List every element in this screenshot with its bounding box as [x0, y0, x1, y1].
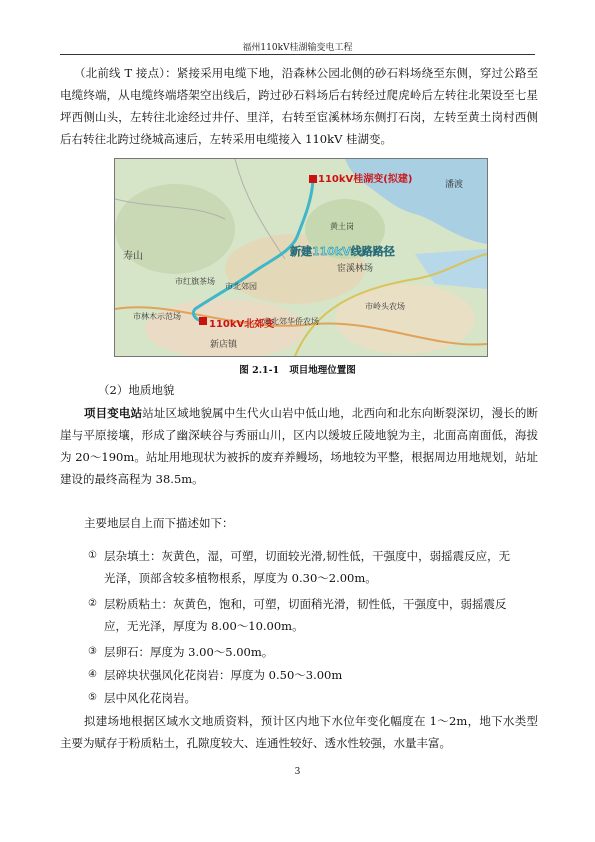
list-text-continued: 应，无光泽，厚度为 8.00～10.00m。: [104, 619, 304, 633]
list-number: ④: [88, 669, 97, 680]
location-map: [114, 158, 488, 357]
page-number: 3: [294, 767, 301, 777]
geomorphology-text: 站址区域地貌属中生代火山岩中低山地，北西向和北东向断裂深切，漫长的断崖与平原接壤，形成了幽深峡谷与秀丽山川，区内以缓坡丘陵地貌为主，北面高南面低，海拔为 20～190m。站址用地现状为被拆的废弃养鳗场，场地较为平整，根据周边用地规划，站址建设的最终高程为 38.5m。: [60, 406, 539, 486]
route-description-paragraph: （北前线 T 接点）：紧接采用电缆下地，沿森林公园北侧的砂石料场绕至东侧，穿过公路至电缆终端，从电缆终端塔架空出线后，跨过砂石料场后右转经过爬虎岭后左转往北架设至七星坪西侧山头，左转往北途经过井仔、里洋，右转至宦溪林场东侧打石岗，左转至黄土岗村西侧后右转往北跨过绕城高速后，左转采用电缆接入 110kV 桂湖变。: [60, 66, 538, 146]
place-label: 新店镇: [210, 340, 238, 350]
list-item: [60, 593, 538, 637]
strata-intro: 主要地层自上而下描述如下：: [84, 516, 234, 530]
list-number: ①: [88, 550, 97, 561]
hydrogeology-paragraph: 拟建场地根据区域水文地质资料，预计区内地下水位年变化幅度在 1～2m，地下水类型主要为赋存于粉质粘土，孔隙度较大、连通性较好、透水性较强，水量丰富。: [60, 714, 538, 750]
beijiao-substation-marker: [199, 317, 207, 325]
list-item: [60, 687, 538, 709]
section-heading: （2）地质地貌: [98, 383, 175, 397]
list-text-continued: 光泽，顶部含较多植物根系，厚度为 0.30～2.00m。: [104, 571, 377, 585]
figure-title: 项目地理位置图: [289, 365, 356, 376]
place-label: 黄土岗: [330, 222, 354, 231]
page-header: 福州110kV桂湖输变电工程: [242, 43, 353, 53]
list-text: 层碎块状强风化花岗岩：厚度为 0.50～3.00m: [104, 668, 343, 682]
place-label: 宦溪林场: [337, 264, 374, 274]
beijiao-substation-label: 110kV北郊变: [209, 319, 275, 330]
place-label: 市北郊园: [225, 282, 257, 291]
map-graphic: [115, 159, 487, 356]
header-divider: [60, 54, 535, 55]
figure-number: 图 2.1-1: [239, 365, 280, 376]
place-label: 市岭头农场: [365, 302, 405, 311]
list-number: ③: [88, 646, 97, 657]
bold-term: 项目变电站: [84, 406, 143, 420]
list-item: [60, 641, 538, 663]
guihu-substation-marker: [309, 175, 317, 183]
list-text: 层中风化花岗岩。: [104, 691, 196, 705]
list-number: ②: [88, 598, 97, 609]
list-text: 层卵石：厚度为 3.00～5.00m。: [104, 645, 274, 659]
place-label: 潘渡: [445, 180, 464, 190]
list-number: ⑤: [88, 692, 97, 703]
list-item: [60, 545, 538, 589]
place-label: 寿山: [123, 251, 143, 262]
place-label: 市北郊华侨农场: [263, 317, 319, 326]
route-label: 新建110kV线路路径: [290, 245, 395, 258]
guihu-substation-label: 110kV桂湖变(拟建): [318, 174, 413, 185]
place-label: 市林木示范场: [133, 312, 181, 321]
list-text: 层杂填土：灰黄色，湿，可塑，切面较光滑,韧性低，干强度中，弱摇震反应，无: [104, 549, 511, 563]
list-text: 层粉质粘土：灰黄色，饱和，可塑，切面稍光滑，韧性低，干强度中，弱摇震反: [104, 597, 507, 611]
figure-caption: [60, 362, 535, 376]
geomorphology-paragraph: [60, 402, 538, 490]
place-label: 市红旗茶场: [175, 277, 215, 286]
list-item: [60, 664, 538, 686]
